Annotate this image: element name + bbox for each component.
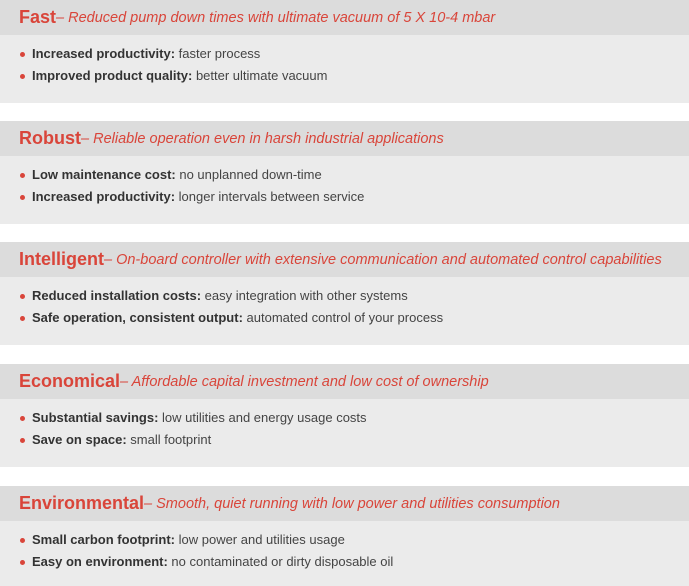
panel-tagline: – Reliable operation even in harsh industrial applications	[81, 130, 444, 147]
panel-header	[0, 486, 689, 521]
list-item	[0, 186, 689, 208]
panel-body	[0, 399, 689, 451]
panel-title: Economical	[19, 371, 121, 391]
list-item	[0, 551, 689, 573]
panel-title: Fast	[19, 7, 57, 27]
bullet-label: Substantial savings:	[32, 410, 159, 425]
bullet-text: longer intervals between service	[175, 189, 365, 204]
list-item	[0, 429, 689, 451]
bullet-text: automated control of your process	[242, 310, 444, 325]
list-item	[0, 43, 689, 65]
bullet-dot-icon	[20, 416, 25, 421]
list-item	[0, 529, 689, 551]
bullet-label: Reduced installation costs:	[32, 288, 202, 303]
panel-tagline: – Affordable capital investment and low cost of ownership	[120, 373, 489, 390]
bullet-label: Small carbon footprint:	[32, 532, 175, 547]
bullet-dot-icon	[20, 173, 25, 178]
bullet-label: Increased productivity:	[32, 189, 176, 204]
bullet-text: easy integration with other systems	[201, 288, 408, 303]
bullet-text: no contaminated or dirty disposable oil	[167, 554, 394, 569]
bullet-text: no unplanned down-time	[175, 167, 322, 182]
bullet-text: low power and utilities usage	[175, 532, 345, 547]
panel-title: Intelligent	[19, 249, 104, 269]
bullet-dot-icon	[20, 74, 25, 79]
bullet-dot-icon	[20, 316, 25, 321]
bullet-dot-icon	[20, 538, 25, 543]
bullet-label: Improved product quality:	[32, 68, 193, 83]
panel-body	[0, 156, 689, 208]
bullet-dot-icon	[20, 438, 25, 443]
panel-intelligent	[0, 242, 689, 345]
bullet-dot-icon	[20, 560, 25, 565]
bullet-text: small footprint	[126, 432, 212, 447]
bullet-dot-icon	[20, 52, 25, 57]
bullet-dot-icon	[20, 294, 25, 299]
bullet-label: Safe operation, consistent output:	[32, 310, 243, 325]
panel-fast	[0, 0, 689, 103]
panel-header	[0, 364, 689, 399]
bullet-label: Increased productivity:	[32, 46, 176, 61]
panel-tagline: – On-board controller with extensive communication and automated control capabilities	[104, 251, 662, 268]
panel-body	[0, 35, 689, 87]
panel-header	[0, 0, 689, 35]
panel-header	[0, 242, 689, 277]
bullet-label: Save on space:	[32, 432, 127, 447]
bullet-text: low utilities and energy usage costs	[158, 410, 367, 425]
panel-environmental	[0, 486, 689, 586]
bullet-text: faster process	[175, 46, 261, 61]
list-item	[0, 407, 689, 429]
panel-body	[0, 277, 689, 329]
list-item	[0, 307, 689, 329]
bullet-label: Easy on environment:	[32, 554, 168, 569]
panel-title: Robust	[19, 128, 81, 148]
list-item	[0, 65, 689, 87]
bullet-label: Low maintenance cost:	[32, 167, 176, 182]
bullet-text: better ultimate vacuum	[192, 68, 328, 83]
panel-title: Environmental	[19, 493, 145, 513]
panel-body	[0, 521, 689, 573]
panel-economical	[0, 364, 689, 467]
bullet-dot-icon	[20, 195, 25, 200]
list-item	[0, 285, 689, 307]
panel-robust	[0, 121, 689, 224]
panel-tagline: – Reduced pump down times with ultimate vacuum of 5 X 10-4 mbar	[56, 9, 496, 26]
panel-tagline: – Smooth, quiet running with low power and utilities consumption	[144, 495, 560, 512]
panel-header	[0, 121, 689, 156]
list-item	[0, 164, 689, 186]
